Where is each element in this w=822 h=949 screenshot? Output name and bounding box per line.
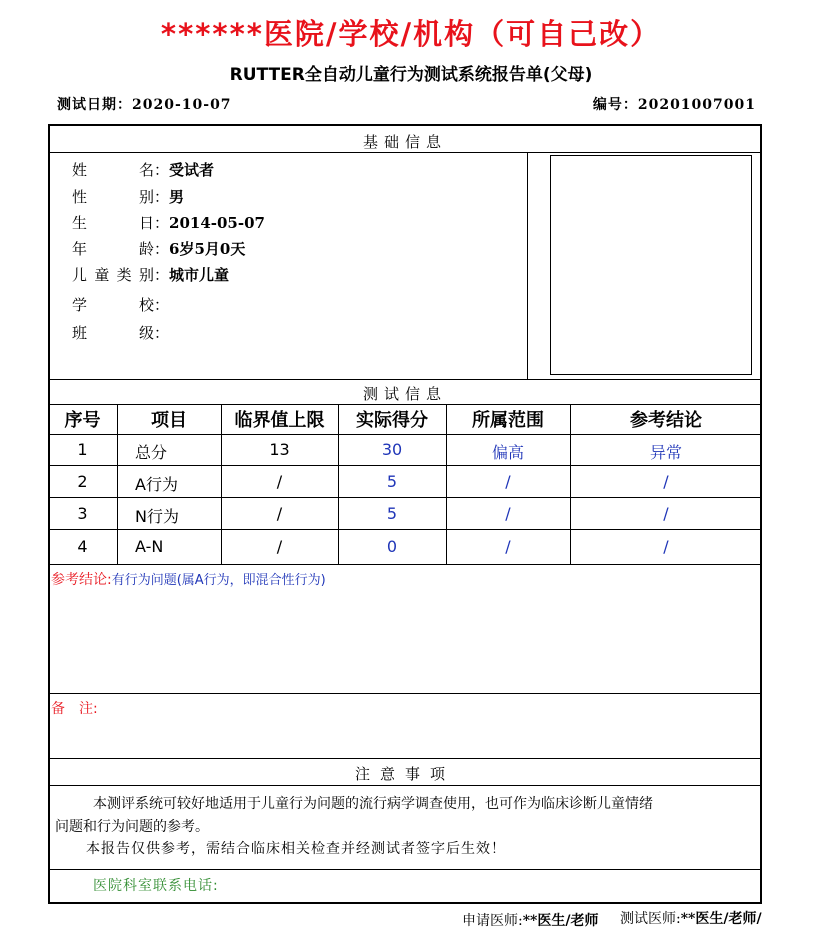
- test-info-heading: 测试信息: [362, 385, 447, 403]
- divider: [48, 529, 762, 530]
- info-row-age: 年龄：6岁5月0天: [72, 240, 246, 258]
- info-row-name: 姓名：受试者: [72, 161, 215, 179]
- info-row-child-type: 儿童类别：城市儿童: [72, 266, 230, 284]
- table-cell: 2: [77, 472, 88, 491]
- serial-value: 20201007001: [637, 97, 756, 113]
- tester-value: **医生/老师/: [680, 911, 762, 927]
- table-cell: /: [663, 537, 669, 556]
- table-cell: 3: [77, 504, 88, 523]
- applicant-signature: [462, 910, 598, 930]
- serial-label: 编号：: [592, 97, 638, 113]
- col-header-limit: 临界值上限: [234, 410, 325, 431]
- divider: [48, 434, 762, 435]
- col-header-conclusion: 参考结论: [630, 410, 702, 431]
- table-cell: A行为: [135, 475, 178, 494]
- table-cell: /: [505, 472, 511, 491]
- notice-line: 本测评系统可较好地适用于儿童行为问题的流行病学调查使用，也可作为临床诊断儿童情绪: [93, 796, 653, 812]
- table-cell: 0: [386, 537, 398, 556]
- divider: [48, 379, 762, 380]
- table-cell: 5: [386, 472, 398, 491]
- table-cell: /: [505, 504, 511, 523]
- info-row-gender: 性别：男: [72, 188, 185, 206]
- serial-number: [593, 94, 756, 114]
- divider: [48, 693, 762, 694]
- table-cell: 1: [77, 440, 88, 459]
- remark-label: 备 注:: [51, 701, 98, 717]
- table-cell: 偏高: [491, 443, 524, 462]
- col-header-item: 项目: [151, 410, 187, 431]
- test-date-value: 2020-10-07: [132, 97, 232, 113]
- table-cell: 异常: [649, 443, 682, 462]
- tester-label: 测试医师:: [620, 911, 681, 927]
- info-row-class: 班级：: [72, 324, 170, 342]
- applicant-value: **医生/老师: [522, 913, 599, 929]
- conclusion-label: 参考结论:: [51, 572, 112, 588]
- table-cell: N行为: [135, 507, 179, 526]
- table-cell: /: [663, 472, 669, 491]
- col-header-score: 实际得分: [356, 410, 428, 431]
- table-cell: /: [663, 504, 669, 523]
- table-cell: A-N: [135, 537, 164, 556]
- table-cell: /: [276, 472, 283, 491]
- divider: [48, 404, 762, 405]
- table-cell: 5: [386, 504, 398, 523]
- report-title: ******医院/学校/机构（可自己改）: [160, 17, 662, 51]
- notice-line: 问题和行为问题的参考。: [55, 819, 209, 835]
- basic-info-heading: 基础信息: [362, 133, 447, 151]
- col-header-no: 序号: [64, 410, 101, 431]
- col-header-range: 所属范围: [472, 410, 544, 431]
- table-cell: 13: [269, 440, 290, 459]
- table-cell: /: [276, 504, 283, 523]
- divider: [48, 758, 762, 759]
- divider: [48, 785, 762, 786]
- notice-line: 本报告仅供参考，需结合临床相关检查并经测试者签字后生效！: [86, 841, 506, 857]
- table-cell: 4: [77, 537, 88, 556]
- applicant-label: 申请医师:: [462, 913, 523, 929]
- table-cell: /: [505, 537, 511, 556]
- notice-heading: 注意事项: [354, 765, 455, 783]
- table-cell: 总分: [135, 443, 168, 462]
- divider: [48, 152, 762, 153]
- table-cell: 30: [381, 440, 403, 459]
- table-cell: /: [276, 537, 283, 556]
- report-subtitle: RUTTER全自动儿童行为测试系统报告单(父母): [229, 65, 593, 85]
- conclusion-text: 有行为问题(属A行为，即混合性行为): [111, 573, 326, 588]
- conclusion: [51, 569, 326, 589]
- info-row-birthday: 生日：2014-05-07: [72, 214, 265, 232]
- test-date-label: 测试日期：: [57, 97, 132, 113]
- divider: [48, 465, 762, 466]
- photo-box: [550, 155, 752, 375]
- test-date: [57, 94, 232, 114]
- divider: [527, 152, 528, 379]
- divider: [48, 497, 762, 498]
- tester-signature: [620, 908, 762, 928]
- contact-phone: 医院科室联系电话:: [93, 878, 219, 894]
- divider: [48, 869, 762, 870]
- divider: [48, 564, 762, 565]
- info-row-school: 学校：: [72, 296, 170, 314]
